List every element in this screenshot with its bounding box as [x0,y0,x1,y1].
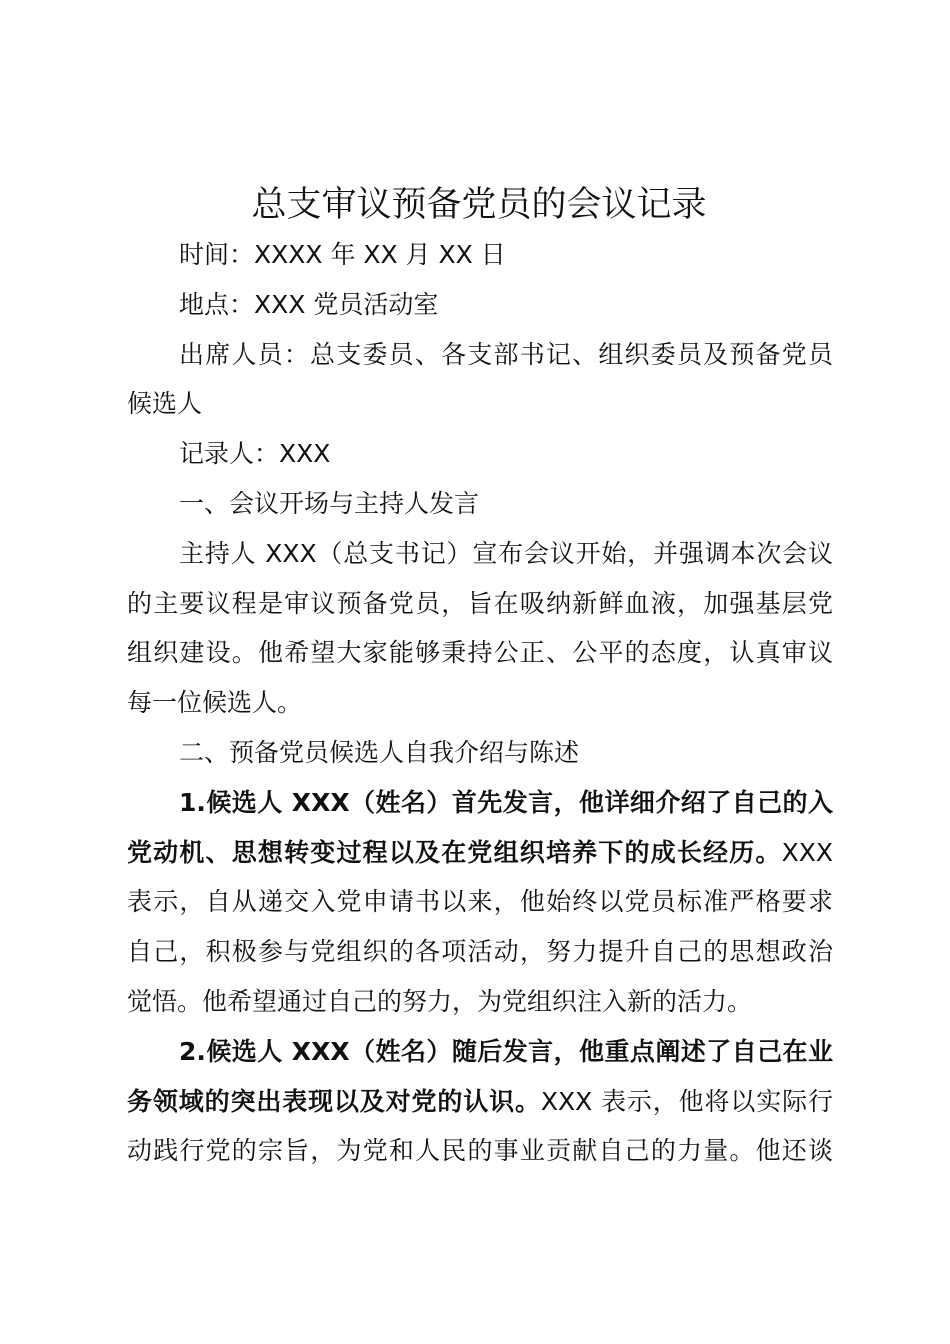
paragraph-line: 觉悟。他希望通过自己的努力，为党组织注入新的活力。 [127,986,753,1016]
candidate2-paragraph [127,1027,833,1176]
document-body [127,230,833,1176]
section1-paragraph [127,529,833,728]
paragraph-line: 的主要议程是审议预备党员，旨在吸纳新鲜血液，加强基层党 [127,588,833,618]
paragraph-line: 自己，积极参与党组织的各项活动，努力提升自己的思想政治 [127,937,833,967]
paragraph-line [127,1077,833,1127]
paragraph-line: 2.候选人 XXX（姓名）随后发言，他重点阐述了自己在业 [179,1036,833,1066]
paragraph-text: XXX 表示，他将以实际行 [540,1086,833,1116]
bold-lead-text: 党动机、思想转变过程以及在党组织培养下的成长经历。 [127,837,782,867]
paragraph-line: 组织建设。他希望大家能够秉持公正、公平的态度，认真审议 [127,638,833,668]
candidate1-paragraph [127,778,833,1027]
paragraph-line [127,828,833,878]
section-heading: 一、会议开场与主持人发言 [179,488,480,518]
meeting-attendees [127,330,833,430]
paragraph-line: 主持人 XXX（总支书记）宣布会议开始，并强调本次会议 [179,538,833,568]
meeting-recorder: 记录人：XXX [179,439,331,469]
paragraph-line: 每一位候选人。 [127,688,303,718]
attendees-line: 出席人员：总支委员、各支部书记、组织委员及预备党员 [179,339,833,369]
paragraph-line: 表示，自从递交入党申请书以来，他始终以党员标准严格要求 [127,887,833,917]
paragraph-line: 1.候选人 XXX（姓名）首先发言，他详细介绍了自己的入 [179,787,833,817]
meeting-place: 地点：XXX 党员活动室 [179,289,439,319]
attendees-line: 候选人 [127,389,203,419]
meeting-time: 时间：XXXX 年 XX 月 XX 日 [179,240,506,269]
paragraph-line: 动践行党的宗旨，为党和人民的事业贡献自己的力量。他还谈 [127,1136,833,1166]
paragraph-text: XXX [781,837,833,867]
bold-lead-text: 务领域的突出表现以及对党的认识。 [127,1086,541,1116]
section-heading: 二、预备党员候选人自我介绍与陈述 [179,737,580,767]
document-title: 总支审议预备党员的会议记录 [251,185,707,225]
